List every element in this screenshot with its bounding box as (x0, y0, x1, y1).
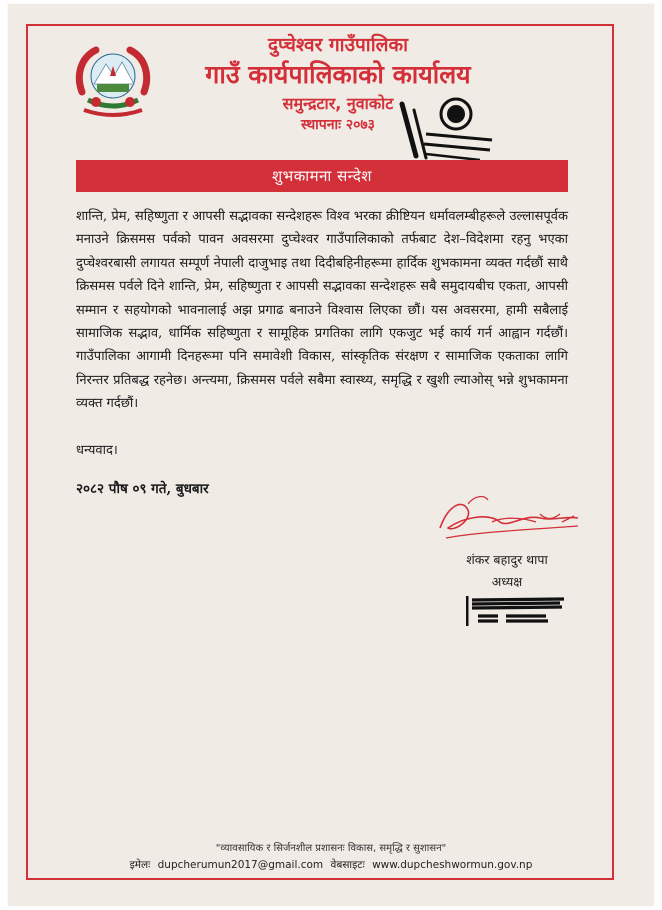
message-title-banner: शुभकामना सन्देश (76, 160, 568, 192)
signatory-title: अध्यक्ष (491, 574, 523, 589)
footer-contact (0, 858, 662, 872)
handwritten-signature (428, 488, 586, 550)
greeting-message: शान्ति, प्रेम, सहिष्णुता र आपसी सद्भावका सन्देशहरू विश्व भरका क्रीष्टियन धर्मावलम्बीहरूले उल्लासपूर्वक मनाउने क्रिसमस पर्वको पावन अवसरमा दुप्चेश्वर गाउँपालिकाको तर्फबाट देश–विदेशमा रहनु भएका दुप्चेश्वरबासी लगायत सम्पूर्ण नेपाली दाजुभाइ तथा दिदीबहिनीहरूमा हार्दिक शुभकामना व्यक्त गर्दछौं साथै क्रिसमस पर्वले दिने शान्ति, प्रेम, सहिष्णुता र आपसी सद्भावका सन्देशहरू सबै समुदायबीच एकता, आपसी सम्मान र सहयोगको भावनालाई अझ प्रगाढ बनाउने विश्वास लिएका छौं। यस अवसरमा, हामी सबैलाई सामाजिक सद्भाव, धार्मिक सहिष्णुता र सामूहिक प्रगतिका लागि एकजुट भई कार्य गर्न आह्वान गर्दछौं। गाउँपालिका आगामी दिनहरूमा पनि समावेशी विकास, सांस्कृतिक संरक्षण र सामाजिक एकताका लागि निरन्तर प्रतिबद्ध रहनेछ। अन्त्यमा, क्रिसमस पर्वले सबैमा स्वास्थ्य, समृद्धि र खुशी ल्याओस् भन्ने शुभकामना व्यक्त गर्दछौं। (76, 209, 568, 412)
footer-motto: "व्यावसायिक र सिर्जनशील प्रशासनः विकास, समृद्धि र सुशासन" (215, 843, 447, 854)
nepal-government-emblem-icon (70, 40, 156, 120)
established-year: स्थापनाः २०७३ (301, 117, 375, 133)
office-location: समुन्द्रटार, नुवाकोट (282, 94, 394, 113)
letter-date: २०८२ पौष ०९ गते, बुधबार (76, 481, 209, 497)
name-rubber-stamp (462, 594, 572, 630)
signatory-name: शंकर बहादुर थापा (466, 552, 548, 567)
email-address: dupcherumun2017@gmail.com (157, 859, 324, 871)
website-address: www.dupcheshwormun.gov.np (372, 859, 533, 871)
signatory-block (448, 549, 566, 593)
thanks-line: धन्यवाद। (76, 443, 118, 458)
municipality-name: दुप्चेश्वर गाउँपालिका (267, 34, 409, 56)
email-label: इमेलः (129, 859, 151, 871)
office-name: गाउँ कार्यपालिकाको कार्यालय (205, 60, 471, 89)
website-label: वेबसाइटः (330, 859, 365, 871)
